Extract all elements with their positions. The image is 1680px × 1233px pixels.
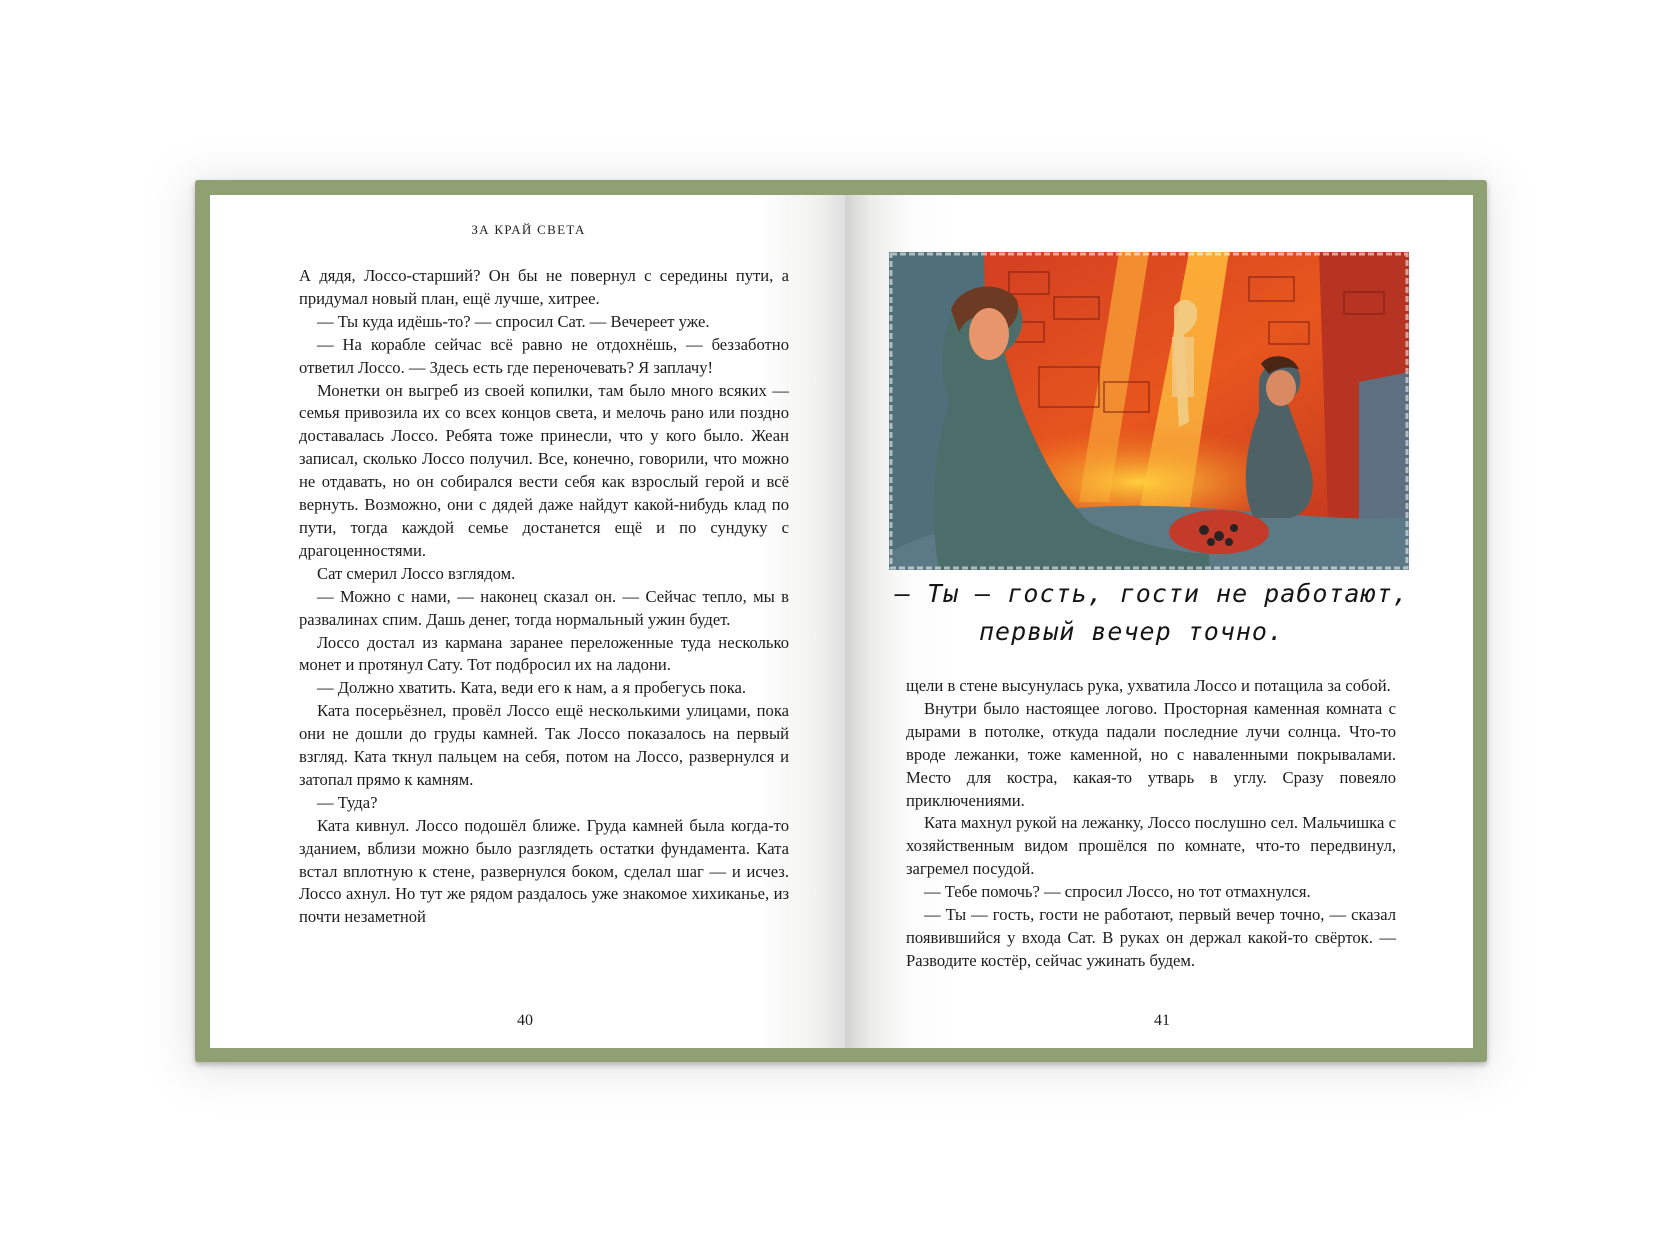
illustration-image: [889, 252, 1409, 570]
right-page: [845, 195, 1473, 1048]
paragraph: — На корабле сейчас всё равно не отдохнёшь, — беззаботно ответил Лоссо. — Здесь есть где переночевать? Я заплачу!: [299, 334, 789, 377]
paragraph: — Туда?: [317, 792, 378, 812]
left-page-text: [299, 265, 789, 929]
paragraph: Лоссо достал из кармана заранее переложенные туда несколько монет и протянул Сату. Тот подбросил их на ладони.: [299, 632, 789, 675]
paragraph: Ката махнул рукой на лежанку, Лоссо послушно сел. Мальчишка с хозяйственным видом прошёлся по комнате, что-то передвинул, загремел посудой.: [906, 813, 1396, 879]
caption-line: первый вечер точно.: [979, 617, 1284, 646]
paragraph: Внутри было настоящее логово. Просторная каменная комната с дырами в потолке, откуда падали последние лучи солнца. Что-то вроде лежанки, тоже каменной, но с наваленными покрывалами. Место для костра, какая-то утварь в углу. Сразу повеяло приключениями.: [906, 698, 1396, 810]
paragraph: Монетки он выгреб из своей копилки, там было много всяких — семья привозила их со всех концов света, и мелочь рано или поздно доставалась Лоссо. Ребята тоже принесли, что у кого было. Жеан записал, сколько Лоссо получил. Все, конечно, говорили, что можно не отдавать, но он собирался вести себя как взрослый герой и всё вернуть. Возможно, они с дядей даже найдут какой-нибудь клад по пути, тогда каждой семье достанется ещё и по сундуку с драгоценностями.: [299, 380, 789, 560]
right-page-text: [906, 675, 1396, 973]
page-number-left: 40: [517, 1012, 533, 1029]
left-page: [210, 195, 847, 1048]
paragraph: щели в стене высунулась рука, ухватила Лоссо и потащила за собой.: [906, 676, 1391, 695]
paragraph: — Ты — гость, гости не работают, первый вечер точно, — сказал появившийся у входа Сат. В руках он держал какой-то свёрток. — Разводите костёр, сейчас ужинать будем.: [906, 905, 1396, 970]
page-number-right: 41: [1154, 1012, 1170, 1029]
paragraph: — Должно хватить. Ката, веди его к нам, а я пробегусь пока.: [317, 678, 747, 698]
paragraph: — Тебе помочь? — спросил Лоссо, но тот отмахнулся.: [924, 882, 1311, 902]
paragraph: — Ты куда идёшь-то? — спросил Сат. — Вечереет уже.: [317, 311, 710, 331]
paragraph: Сат смерил Лоссо взглядом.: [317, 563, 516, 583]
paragraph: Ката кивнул. Лоссо подошёл ближе. Груда камней была когда-то зданием, вблизи можно было разглядеть остатки фундамента. Ката встал вплотную к стене, развернулся боком, сделал шаг — и исчез. Лоссо ахнул. Но тут же рядом раздалось уже знакомое хихиканье, из почти незаметной: [299, 815, 789, 927]
running-head: ЗА КРАЙ СВЕТА: [471, 222, 586, 237]
paragraph: Ката посерьёзнел, провёл Лоссо ещё несколькими улицами, пока они не дошли до груды камней. Так Лоссо показалось на первый взгляд. Ката ткнул пальцем на себя, потом на Лоссо, развернулся и затопал прямо к камням.: [299, 701, 789, 789]
paragraph: А дядя, Лоссо-старший? Он бы не повернул с середины пути, а придумал новый план, ещё лучше, хитрее.: [299, 266, 789, 308]
illustration-caption: [895, 575, 1415, 651]
caption-line: — Ты — гость, гости не работают,: [895, 579, 1409, 608]
paragraph: — Можно с нами, — наконец сказал он. — Сейчас тепло, мы в развалинах спим. Дашь денег, тогда нормальный ужин будет.: [299, 586, 789, 629]
